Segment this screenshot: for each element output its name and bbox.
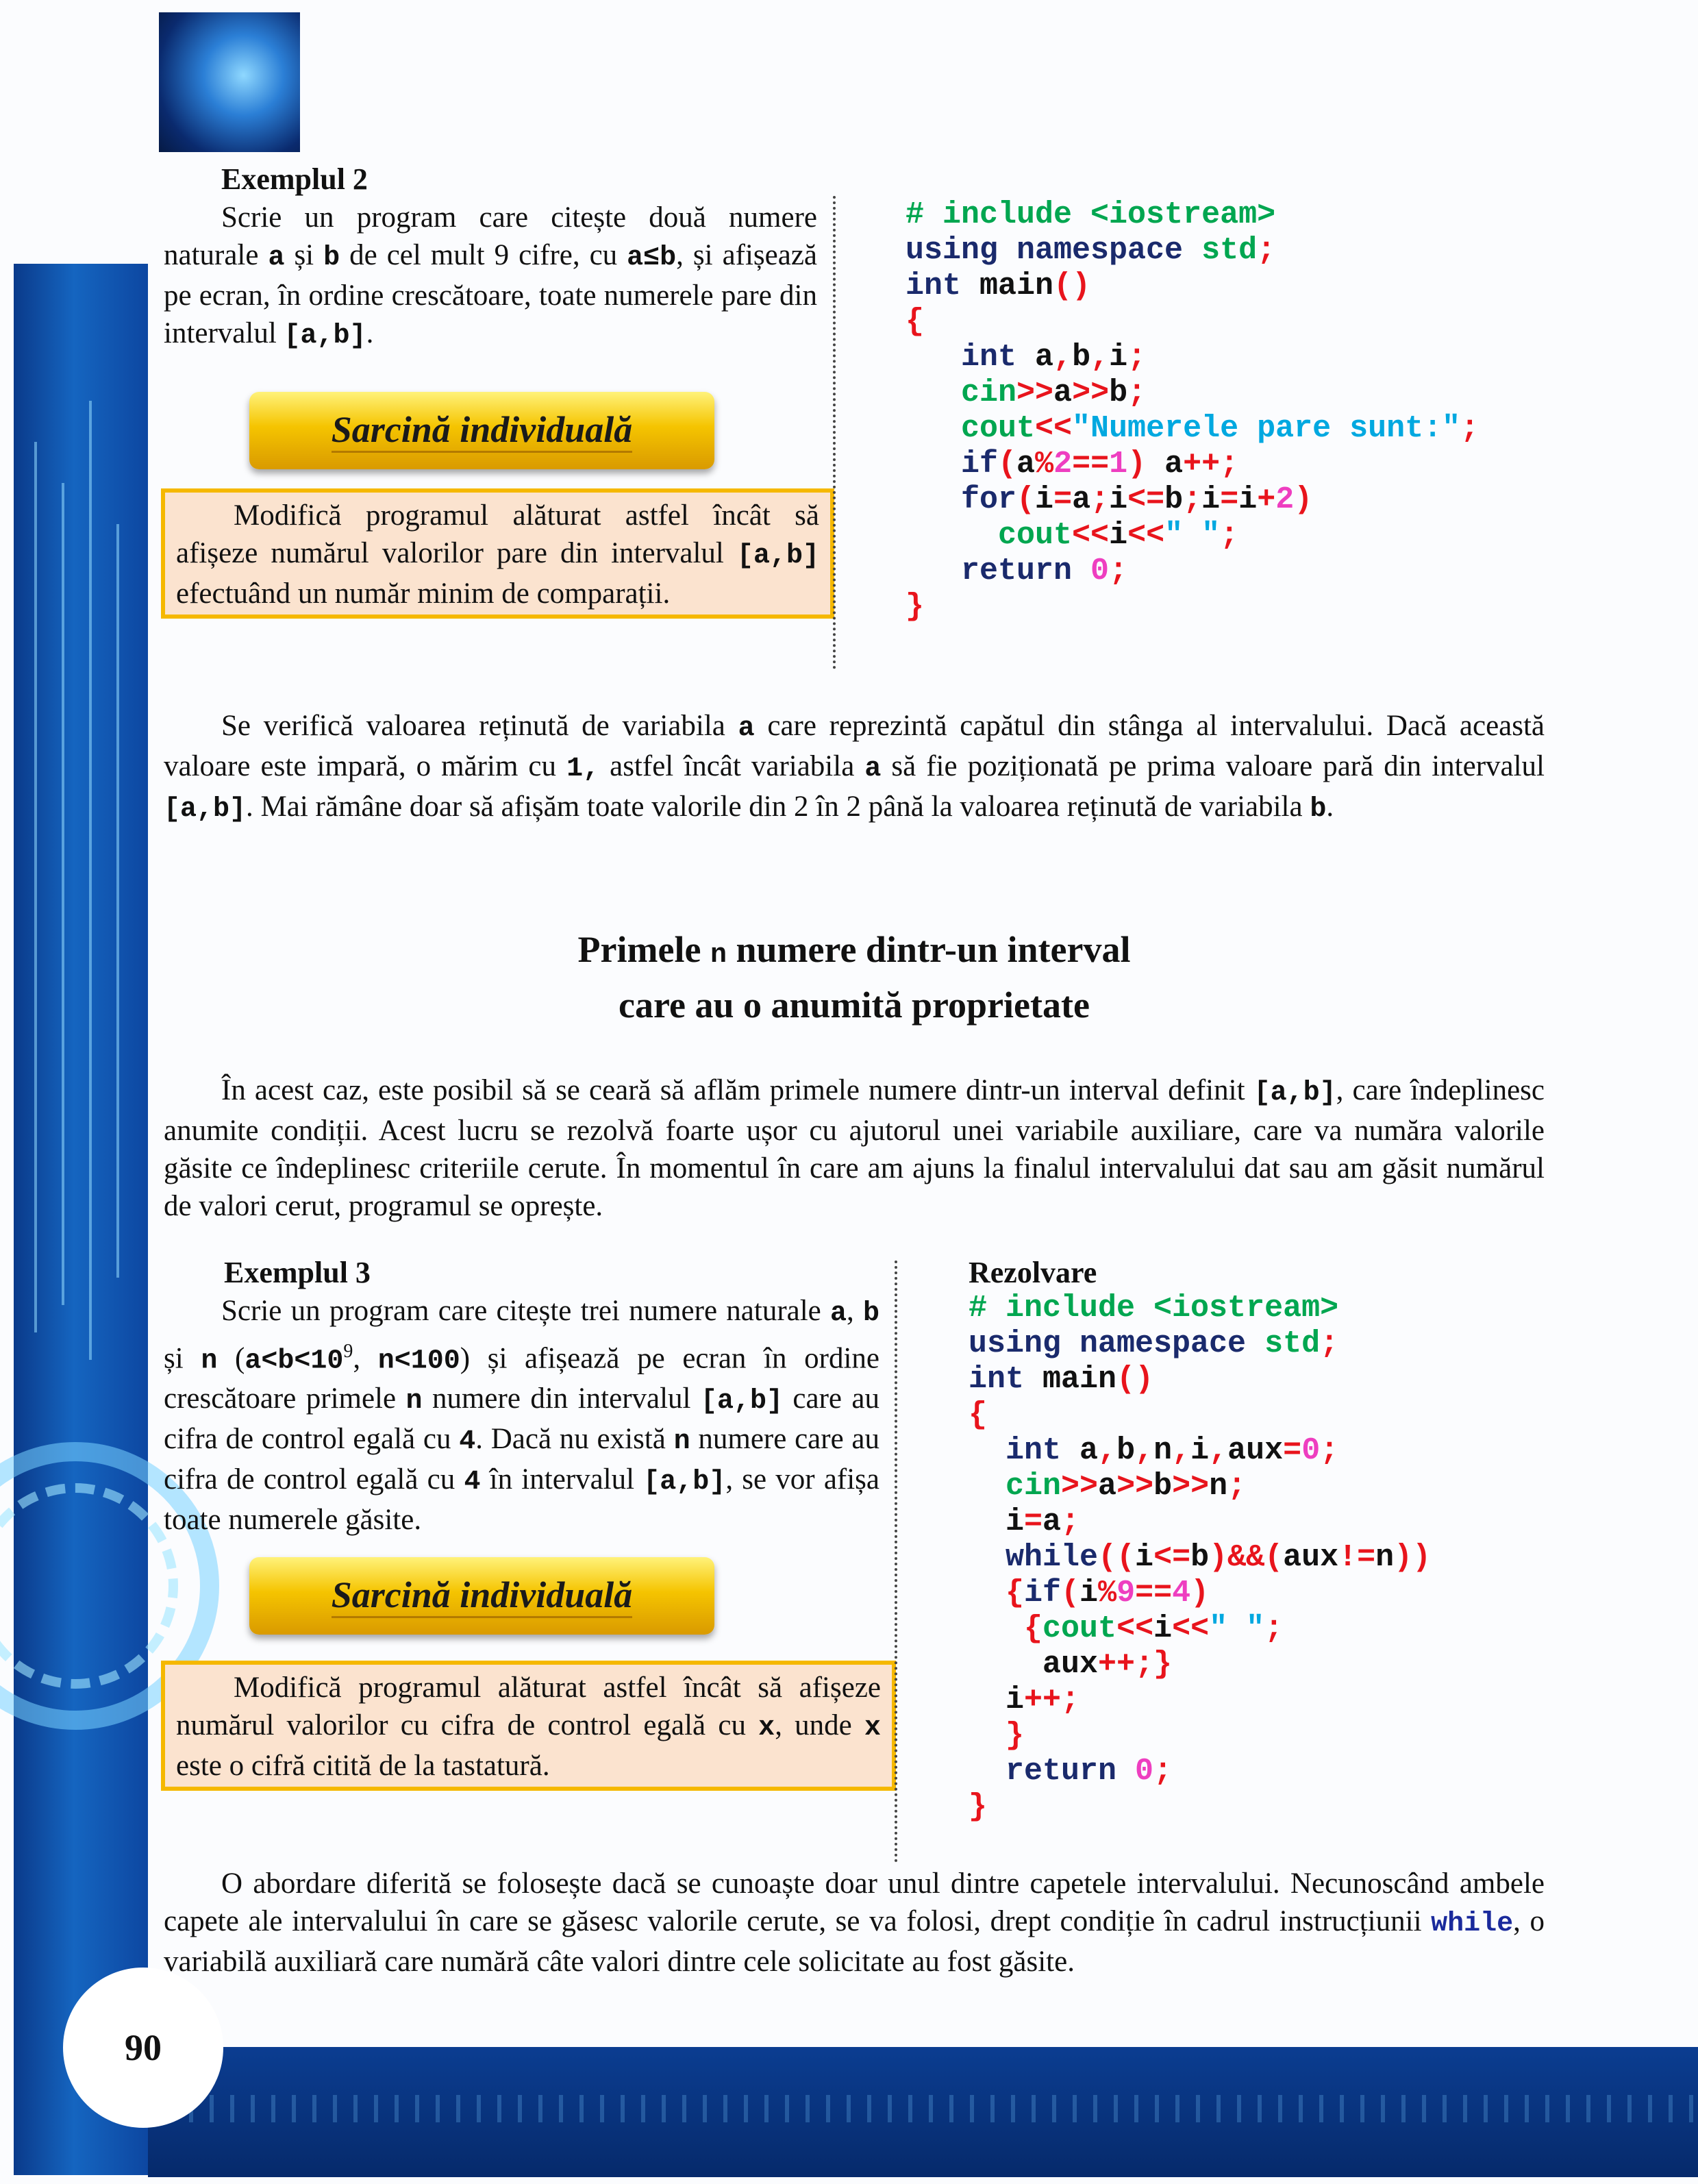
code-token: a xyxy=(1079,1433,1099,1468)
code-token: <= xyxy=(1153,1540,1191,1575)
code-token: ; xyxy=(1257,233,1276,268)
section-title-line1 xyxy=(164,925,1545,980)
individual-task-badge-2 xyxy=(249,1557,714,1635)
individual-task-box xyxy=(161,488,834,619)
inline-code: 4 xyxy=(459,1426,476,1458)
code-token: = xyxy=(1220,482,1239,517)
inline-code: a<b<10 xyxy=(245,1345,344,1377)
text-run: efectuând un număr minim de comparații. xyxy=(176,578,671,610)
code-token: b xyxy=(1153,1469,1173,1504)
code-token: ) xyxy=(1127,447,1147,482)
code-line xyxy=(906,269,1479,304)
code-token: } xyxy=(969,1789,988,1824)
individual-task-label: Sarcină individuală xyxy=(332,408,633,453)
text-run: , și afișează pe ecran, în ordine crescătoare, toate numerele pare din intervalul xyxy=(164,239,817,349)
text-run: care au cifra de control egală cu xyxy=(164,1382,879,1456)
code-line xyxy=(906,375,1479,411)
code-token: } xyxy=(969,1718,1025,1753)
text-run: și xyxy=(284,239,324,271)
section-title xyxy=(164,925,1545,1030)
code-token: a xyxy=(1016,447,1036,482)
code-token: cout xyxy=(906,411,1036,446)
code-line xyxy=(969,1504,1431,1540)
inline-code: while xyxy=(1431,1909,1514,1939)
code-token: (( xyxy=(1098,1540,1136,1575)
ai-head-logo-image xyxy=(159,12,300,152)
inline-code: b xyxy=(862,1298,879,1329)
code-token: , xyxy=(1209,1433,1228,1468)
code-token: <= xyxy=(1127,482,1165,517)
code-token: ( xyxy=(998,447,1017,482)
code-token: cout xyxy=(1042,1611,1117,1646)
code-line xyxy=(906,482,1479,518)
code-token: if xyxy=(906,447,999,482)
code-token: 0 xyxy=(1301,1433,1321,1468)
inline-code: a xyxy=(738,713,755,744)
code-token: = xyxy=(1053,482,1073,517)
inline-code: [a,b] xyxy=(164,794,247,825)
code-token: 0 xyxy=(1135,1754,1154,1789)
code-line xyxy=(969,1718,1431,1754)
text-run: care au o anumită proprietate xyxy=(619,984,1090,1026)
code-token: return xyxy=(969,1754,1136,1789)
code-token: using namespace xyxy=(906,233,1202,268)
text-run: de cel mult 9 cifre, cu xyxy=(340,239,627,271)
page-number: 90 xyxy=(125,2027,162,2068)
code-token: << xyxy=(1127,518,1165,553)
individual-task-box-2 xyxy=(161,1661,896,1791)
code-token: >> xyxy=(1172,1469,1210,1504)
text-run: care reprezintă capătul din stânga al intervalului. Dacă această valoare este impară, o mărim cu xyxy=(164,710,1545,782)
code-token: , xyxy=(1098,1433,1117,1468)
code-token: == xyxy=(1135,1576,1173,1611)
code-line xyxy=(906,518,1479,554)
code-token: i xyxy=(969,1683,1025,1717)
page-number-badge xyxy=(63,1968,223,2128)
individual-task-label-2: Sarcină individuală xyxy=(332,1574,633,1618)
example3-text xyxy=(164,1292,879,1539)
solution-title: Rezolvare xyxy=(969,1256,1097,1289)
code-token: 1 xyxy=(1109,447,1128,482)
column-divider xyxy=(833,196,836,669)
code-token: ++;} xyxy=(1098,1647,1173,1682)
code-line xyxy=(969,1291,1431,1326)
text-run: Scrie un program care citește două numere naturale xyxy=(164,201,817,271)
example2-title: Exemplul 2 xyxy=(221,162,368,196)
code-line xyxy=(969,1683,1431,1718)
code-token: % xyxy=(1098,1576,1117,1611)
inline-code: 4 xyxy=(464,1467,481,1498)
code-token: << xyxy=(1172,1611,1210,1646)
code-token: ; xyxy=(1320,1326,1339,1361)
code-line xyxy=(969,1540,1431,1576)
code-token: cin xyxy=(906,375,1017,410)
text-run: , se vor afișa toate numerele găsite. xyxy=(164,1463,879,1537)
code-token: i xyxy=(969,1504,1025,1539)
code-token: ( xyxy=(1016,482,1036,517)
text-run: și xyxy=(164,1342,201,1375)
text-run: , o variabilă auxiliară care numără câte valori dintre cele solicitate au fost găsite. xyxy=(164,1905,1545,1978)
code-token: int xyxy=(969,1362,1043,1397)
code-token: >> xyxy=(1116,1469,1154,1504)
code-token: aux xyxy=(1283,1540,1339,1575)
text-run: . xyxy=(1326,791,1334,823)
code-token: = xyxy=(1024,1504,1043,1539)
code-line xyxy=(906,197,1479,233)
text-run: astfel încât variabila xyxy=(599,750,865,782)
code-token: ++; xyxy=(1183,447,1239,482)
code-token: for xyxy=(906,482,1017,517)
code-token: i xyxy=(1035,482,1054,517)
section-intro-paragraph xyxy=(164,1071,1545,1225)
code-token: ) xyxy=(1294,482,1313,517)
code-token: n xyxy=(1209,1469,1228,1504)
code-token: , xyxy=(1135,1433,1154,1468)
code-token: ; xyxy=(1227,1469,1247,1504)
inline-code: [a,b] xyxy=(736,541,819,571)
code-token: ; xyxy=(1183,482,1202,517)
text-run: numere care au cifra de control egală cu xyxy=(164,1423,880,1496)
code-token: i xyxy=(1190,1433,1210,1468)
code-token: i xyxy=(1109,340,1128,375)
code-token: if xyxy=(1024,1576,1062,1611)
code-token: << xyxy=(1116,1611,1154,1646)
inline-code: [a,b] xyxy=(1253,1078,1336,1108)
inline-code: [a,b] xyxy=(700,1386,783,1417)
inline-code: n xyxy=(710,940,727,971)
code-token: while xyxy=(969,1540,1099,1575)
code-line xyxy=(906,340,1479,375)
code-line xyxy=(969,1754,1431,1789)
code-token: n xyxy=(1375,1540,1395,1575)
code-token: using namespace xyxy=(969,1326,1265,1361)
text-run: numere dintr-un interval xyxy=(726,929,1131,970)
code-token: != xyxy=(1338,1540,1376,1575)
code-token: << xyxy=(1072,518,1110,553)
code-token: >> xyxy=(1061,1469,1099,1504)
code-token: # include <iostream> xyxy=(906,197,1276,232)
text-run: Modifică programul alăturat astfel încât să afișeze numărul valorilor cu cifra de control egală cu xyxy=(176,1672,881,1741)
code-block-example2 xyxy=(906,197,1479,625)
code-line xyxy=(969,1789,1431,1825)
code-token: == xyxy=(1072,447,1110,482)
code-token: )&&( xyxy=(1209,1540,1284,1575)
text-run: , xyxy=(353,1342,378,1375)
code-token: 9 xyxy=(1116,1576,1136,1611)
text-run: numere din intervalul xyxy=(422,1382,701,1415)
code-token: , xyxy=(1053,340,1073,375)
inline-code: n xyxy=(201,1345,218,1377)
code-line xyxy=(906,589,1479,625)
code-token: << xyxy=(1035,411,1073,446)
superscript: 9 xyxy=(343,1341,353,1362)
code-token: cin xyxy=(969,1469,1062,1504)
code-line xyxy=(969,1469,1431,1504)
code-token: () xyxy=(1116,1362,1154,1397)
code-token: b xyxy=(1072,340,1091,375)
code-token: ; xyxy=(1061,1504,1080,1539)
code-token: i xyxy=(1109,518,1128,553)
code-token: a xyxy=(1146,447,1184,482)
code-token: % xyxy=(1035,447,1054,482)
code-token: 2 xyxy=(1053,447,1073,482)
code-token: ; xyxy=(1153,1754,1173,1789)
inline-code: a xyxy=(864,754,882,784)
code-token: i xyxy=(1079,1576,1099,1611)
code-token: i xyxy=(1238,482,1258,517)
code-token: ; xyxy=(1460,411,1479,446)
example3-title: Exemplul 3 xyxy=(224,1256,371,1289)
text-run: , xyxy=(847,1295,863,1327)
code-token: ; xyxy=(1127,375,1147,410)
code-token: >> xyxy=(1016,375,1054,410)
code-token: b xyxy=(1116,1433,1136,1468)
code-line xyxy=(906,554,1479,589)
code-token: int xyxy=(906,269,980,303)
code-token: >> xyxy=(1072,375,1110,410)
code-token: a xyxy=(1072,482,1091,517)
text-run: este o cifră citită de la tastatură. xyxy=(176,1750,550,1782)
code-token: a xyxy=(1035,340,1054,375)
text-run: Primele xyxy=(577,929,710,970)
example2-text xyxy=(164,199,817,355)
code-token: main xyxy=(1042,1362,1117,1397)
conclusion-paragraph xyxy=(164,1865,1545,1981)
code-token: int xyxy=(906,340,1036,375)
text-run: ( xyxy=(217,1342,245,1375)
inline-code: [a,b] xyxy=(643,1467,726,1498)
code-token: )) xyxy=(1394,1540,1432,1575)
code-token: { xyxy=(969,1611,1043,1646)
text-run: în intervalul xyxy=(480,1463,644,1496)
code-line xyxy=(906,411,1479,447)
inline-code: x xyxy=(758,1713,775,1744)
code-line xyxy=(969,1611,1431,1647)
code-token: 2 xyxy=(1275,482,1295,517)
code-token: + xyxy=(1257,482,1276,517)
code-line xyxy=(906,447,1479,482)
code-token: "Numerele pare sunt:" xyxy=(1072,411,1461,446)
inline-code: 1, xyxy=(566,754,600,784)
code-token: = xyxy=(1283,1433,1302,1468)
code-line xyxy=(906,233,1479,269)
text-run: . Dacă nu există xyxy=(475,1423,674,1456)
text-run: , unde xyxy=(775,1709,864,1741)
text-run: Scrie un program care citește trei numere naturale xyxy=(221,1295,830,1327)
individual-task-badge xyxy=(249,392,714,469)
code-token: ; xyxy=(1320,1433,1339,1468)
code-token: # include <iostream> xyxy=(969,1291,1339,1326)
code-token: { xyxy=(969,1576,1025,1611)
code-token: " " xyxy=(1209,1611,1265,1646)
code-token: a xyxy=(1042,1504,1062,1539)
code-token: return xyxy=(906,554,1091,588)
code-token: ; xyxy=(1127,340,1147,375)
code-token: n xyxy=(1153,1433,1173,1468)
code-token: b xyxy=(1190,1540,1210,1575)
text-run: . xyxy=(366,317,374,349)
code-token: { xyxy=(969,1398,988,1432)
inline-code: b xyxy=(1310,794,1327,825)
inline-code: [a,b] xyxy=(284,321,366,351)
code-token: std xyxy=(1264,1326,1321,1361)
inline-code: a xyxy=(268,243,285,273)
text-run: O abordare diferită se folosește dacă se cunoaște doar unul dintre capetele intervalului. Necunoscând ambele capete ale intervalului în care se găsesc valorile cerute, se va folosi, drept condiție în cadrul instrucțiunii xyxy=(164,1867,1545,1937)
code-token: i xyxy=(1109,482,1128,517)
text-run: Modifică programul alăturat astfel încât să afișeze numărul valorilor pare din intervalul xyxy=(176,499,819,569)
code-token: b xyxy=(1164,482,1184,517)
code-token: ; xyxy=(1090,482,1110,517)
circuit-decoration-strip xyxy=(14,264,148,2175)
code-token: a xyxy=(1053,375,1073,410)
code-token: b xyxy=(1109,375,1128,410)
section-title-line2 xyxy=(164,980,1545,1030)
code-token: aux xyxy=(1227,1433,1284,1468)
code-token: } xyxy=(906,589,925,624)
inline-code: n<100 xyxy=(377,1345,460,1377)
code-token: aux xyxy=(969,1647,1099,1682)
code-line xyxy=(969,1647,1431,1683)
code-token: main xyxy=(979,269,1054,303)
code-line xyxy=(906,304,1479,340)
code-block-example3 xyxy=(969,1291,1431,1825)
inline-code: n xyxy=(405,1386,423,1417)
code-token: ( xyxy=(1061,1576,1080,1611)
code-token: std xyxy=(1201,233,1258,268)
code-line xyxy=(969,1398,1431,1433)
inline-code: a≤b xyxy=(627,243,677,273)
column-divider-2 xyxy=(895,1261,897,1863)
code-token: ; xyxy=(1220,518,1239,553)
code-line xyxy=(969,1326,1431,1362)
code-token: { xyxy=(906,304,925,339)
inline-code: a xyxy=(829,1298,847,1329)
code-token: ++; xyxy=(1024,1683,1080,1717)
footer-band xyxy=(148,2047,1698,2177)
code-token: " " xyxy=(1164,518,1221,553)
explanation-paragraph xyxy=(164,707,1545,828)
inline-code: x xyxy=(864,1713,881,1744)
inline-code: b xyxy=(323,243,340,273)
code-line xyxy=(969,1433,1431,1469)
code-token: 4 xyxy=(1172,1576,1191,1611)
code-token: int xyxy=(969,1433,1080,1468)
code-token: , xyxy=(1090,340,1110,375)
code-token: i xyxy=(1201,482,1221,517)
text-run: În acest caz, este posibil să se ceară să aflăm primele numere dintr-un interval definit xyxy=(221,1074,1254,1106)
text-run: . Mai rămâne doar să afișăm toate valorile din 2 în 2 până la valoarea reținută de variabila xyxy=(246,791,1310,823)
text-run: ) și afișează pe ecran în ordine crescătoare primele xyxy=(164,1342,879,1415)
code-token: cout xyxy=(906,518,1073,553)
code-token: () xyxy=(1053,269,1091,303)
code-line xyxy=(969,1576,1431,1611)
code-token: , xyxy=(1172,1433,1191,1468)
code-token: ; xyxy=(1109,554,1128,588)
code-token: a xyxy=(1098,1469,1117,1504)
code-token: i xyxy=(1135,1540,1154,1575)
inline-code: n xyxy=(673,1426,690,1458)
code-token: 0 xyxy=(1090,554,1110,588)
code-token: i xyxy=(1153,1611,1173,1646)
code-token: ) xyxy=(1190,1576,1210,1611)
text-run: să fie poziționată pe prima valoare pară din intervalul xyxy=(881,750,1545,782)
code-line xyxy=(969,1362,1431,1398)
text-run: , care îndeplinesc anumite condiții. Acest lucru se rezolvă foarte ușor cu ajutorul unei variabile auxiliare, care va număra valorile găsite ce îndeplinesc criteriile cerute. În momentul în care am ajuns la finalul intervalului dat sau am găsit numărul de valori cerut, programul se oprește. xyxy=(164,1074,1545,1222)
text-run: Se verifică valoarea reținută de variabila xyxy=(221,710,738,742)
code-token: ; xyxy=(1264,1611,1284,1646)
